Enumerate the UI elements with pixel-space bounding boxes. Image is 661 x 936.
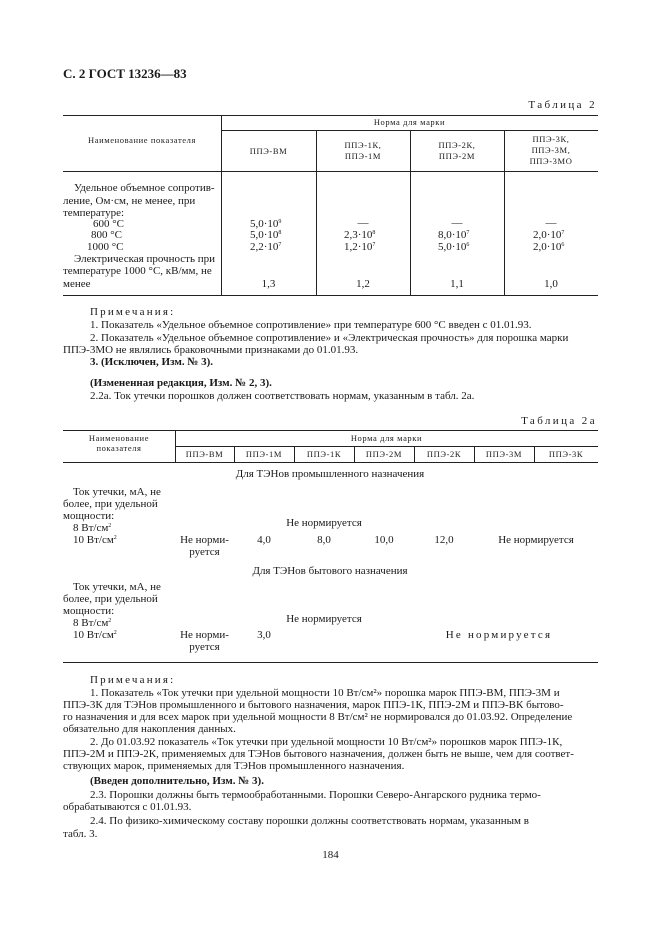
table-2-value: $2,3\cdot 10^8$ xyxy=(344,229,376,241)
table-2a-row-label: более, при удельной xyxy=(63,593,158,605)
notes-title: Примечания: xyxy=(90,674,176,686)
table-2-row-label: Удельное объемное сопротив- xyxy=(74,182,215,194)
table-2-col-header: ППЭ-2К, ППЭ-2М xyxy=(438,140,476,161)
table-2a-value: 3,0 xyxy=(257,629,271,641)
edition-note: (Измененная редакция, Изм. № 2, 3). xyxy=(90,377,272,389)
table-2-value: 1,1 xyxy=(450,278,464,290)
paragraph: 2.4. По физико-химическому составу порошки должны соответствовать нормам, указанным в xyxy=(90,815,529,827)
table-2-bottom-rule xyxy=(63,295,598,296)
table-2-value: — xyxy=(545,217,557,229)
table-2a-not-normed: Не нормируется xyxy=(498,534,574,546)
table-2-temp: 600 °С xyxy=(93,218,124,230)
table-2a-col-header: ППЭ-1К xyxy=(306,449,342,459)
table-2a-power: 10 $Вт/см^2$ xyxy=(73,534,117,546)
paragraph: 2.3. Порошки должны быть термообработанными. Порошки Северо-Ангарского рудника термо- xyxy=(90,789,541,801)
table-2a-label: Таблица 2а xyxy=(521,415,597,427)
table-2-value: $2,0\cdot 10^6$ xyxy=(533,241,565,253)
table-2-col0-header: Наименование показателя xyxy=(87,135,196,145)
page-number: 184 xyxy=(322,849,339,861)
note-line: обязательно для накопления данных. xyxy=(63,723,236,735)
table-2a-value: 8,0 xyxy=(317,534,331,546)
note-line: 2. До 01.03.92 показатель «Ток утечки при удельной мощности 10 Вт/см²» порошков марок ППЭ-1К, xyxy=(90,736,563,748)
table-2-value: — xyxy=(357,217,369,229)
edition-note: (Введен дополнительно, Изм. № 3). xyxy=(90,775,264,787)
page-header: С. 2 ГОСТ 13236—83 xyxy=(63,66,187,81)
table-2-col-header: ППЭ-3К, ППЭ-3М, ППЭ-3МО xyxy=(529,134,573,166)
table-2a-value: 4,0 xyxy=(257,534,271,546)
table-2-top-rule xyxy=(63,115,598,116)
table-2a-not-normed: Не норми- руется xyxy=(180,534,229,558)
paragraph: 2.2а. Ток утечки порошков должен соответствовать нормам, указанным в табл. 2а. xyxy=(90,390,475,402)
table-2a-col-header: ППЭ-ВМ xyxy=(185,449,224,459)
table-2a-value: 10,0 xyxy=(374,534,394,546)
note-line: 2. Показатель «Удельное объемное сопротивление» и «Электрическая прочность» для порошка марки xyxy=(90,332,569,344)
table-2-row-label: температуре 1000 °С, кВ/мм, не xyxy=(63,265,212,277)
table-2a-not-normed: Не норми- руется xyxy=(180,629,229,653)
note-line: 1. Показатель «Удельное объемное сопротивление» при температуре 600 °С введен с 01.01.93. xyxy=(90,319,532,331)
table-2-col-header: ППЭ-1К, ППЭ-1М xyxy=(344,140,382,161)
table-2-label: Таблица 2 xyxy=(528,99,597,111)
table-2-group-header: Норма для марки xyxy=(373,117,446,127)
table-2a-row-label: более, при удельной xyxy=(63,498,158,510)
table-2-value: $5,0\cdot 10^6$ xyxy=(438,241,470,253)
table-2-value: — xyxy=(451,217,463,229)
table-2a-bottom-rule xyxy=(63,662,598,663)
table-2-value: $5,0\cdot 10^9$ xyxy=(250,218,282,230)
table-2a-section-title: Для ТЭНов промышленного назначения xyxy=(235,468,425,480)
table-2-temp: 1000 °С xyxy=(87,241,124,253)
table-2a-header-rule xyxy=(63,462,598,463)
note-line: ППЭ-3МО не являлись браковочными признаками до 01.01.93. xyxy=(63,344,359,356)
table-2a-row-label: мощности: xyxy=(63,605,115,617)
table-2a-power: 8 $Вт/см^2$ xyxy=(73,522,112,534)
table-2-value: $5,0\cdot 10^8$ xyxy=(250,229,282,241)
table-2-row-label: менее xyxy=(63,278,91,290)
table-2a-col0-header: Наименование показателя xyxy=(88,433,150,453)
table-2a-col-header: ППЭ-1М xyxy=(245,449,283,459)
table-2a-power: 8 $Вт/см^2$ xyxy=(73,617,112,629)
note-line: 1. Показатель «Ток утечки при удельной мощности 10 Вт/см²» порошка марок ППЭ-ВМ, ППЭ-3М и xyxy=(90,687,560,699)
table-2-temp: 800 °С xyxy=(91,229,122,241)
table-2-row-label: ление, Ом·см, не менее, при xyxy=(63,195,196,207)
table-2a-value: 12,0 xyxy=(434,534,454,546)
table-2a-col-header: ППЭ-2К xyxy=(426,449,462,459)
table-2a-row-label: Ток утечки, мА, не xyxy=(73,581,161,593)
table-2-col-header: ППЭ-ВМ xyxy=(249,146,288,156)
table-2a-col-header: ППЭ-3К xyxy=(548,449,584,459)
table-2a-row-label: мощности: xyxy=(63,510,115,522)
table-2a-not-normed: Не нормируется xyxy=(286,517,362,529)
table-2a-section-title: Для ТЭНов бытового назначения xyxy=(252,565,408,577)
table-2a-not-normed: Не нормируется xyxy=(445,629,553,641)
note-line: ППЭ-3К для ТЭНов промышленного и бытового назначения, марок ППЭ-1К, ППЭ-2М и ППЭ-ВК бытово- xyxy=(63,699,564,711)
note-line: ствующих марок, применяемых для ТЭНов промышленного назначения. xyxy=(63,760,405,772)
note-line: ППЭ-2М и ППЭ-2К, применяемых для ТЭНов бытового назначения, должен быть не выше, чем для соответ- xyxy=(63,748,574,760)
table-2-value: 1,0 xyxy=(544,278,558,290)
table-2-value: 1,3 xyxy=(261,278,276,290)
table-2a-col-header: ППЭ-3М xyxy=(485,449,523,459)
paragraph: обрабатываются с 01.01.93. xyxy=(63,801,192,813)
notes-title: Примечания: xyxy=(90,306,176,318)
table-2-value: $1,2\cdot 10^7$ xyxy=(344,241,376,253)
table-2-value: 1,2 xyxy=(356,278,370,290)
table-2a-group-header: Норма для марки xyxy=(350,433,423,443)
table-2-row-label: температуре: xyxy=(63,207,125,219)
note-line: 3. (Исключен, Изм. № 3). xyxy=(90,356,214,368)
table-2-value: $2,0\cdot 10^7$ xyxy=(533,229,565,241)
table-2a-top-rule xyxy=(63,430,598,431)
table-2a-not-normed: Не нормируется xyxy=(286,613,362,625)
table-2a-row-label: Ток утечки, мА, не xyxy=(73,486,161,498)
table-2-value: $8,0\cdot 10^7$ xyxy=(438,229,470,241)
table-2a-power: 10 $Вт/см^2$ xyxy=(73,629,117,641)
table-2-value: $2,2\cdot 10^7$ xyxy=(250,241,282,253)
note-line: го назначения и для всех марок при удельной мощности 8 Вт/см² не нормировался до 01.03.92. Определение xyxy=(63,711,573,723)
table-2a-col-header: ППЭ-2М xyxy=(365,449,403,459)
table-2-row-label: Электрическая прочность при xyxy=(74,253,215,265)
paragraph: табл. 3. xyxy=(63,828,98,840)
table-2-divider xyxy=(221,115,222,295)
table-2-header-rule xyxy=(63,171,598,172)
